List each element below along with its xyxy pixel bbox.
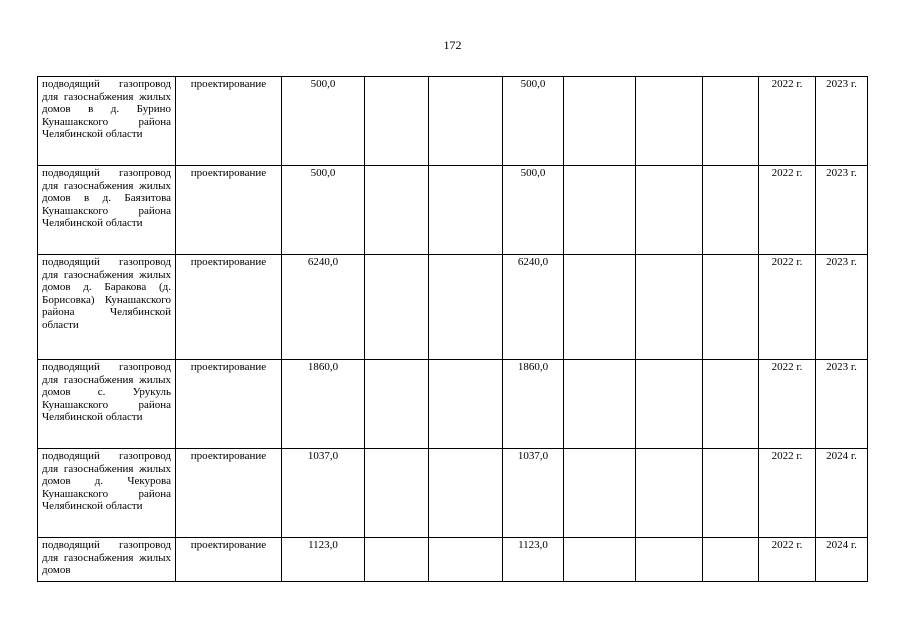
empty-cell bbox=[703, 449, 759, 538]
end-year: 2024 г. bbox=[816, 538, 868, 582]
start-year: 2022 г. bbox=[759, 77, 816, 166]
table-row bbox=[38, 255, 868, 360]
object-name: подводящий газопровод для газоснабжения жилых домов д. Чекурова Кунашакского района Челябинской области bbox=[38, 449, 176, 538]
regional-amount: 500,0 bbox=[503, 77, 564, 166]
empty-cell bbox=[564, 255, 636, 360]
total-amount: 500,0 bbox=[282, 166, 365, 255]
empty-cell bbox=[703, 255, 759, 360]
empty-cell bbox=[564, 449, 636, 538]
empty-cell bbox=[703, 166, 759, 255]
object-name: подводящий газопровод для газоснабжения жилых домов в д. Бурино Кунашакского района Челябинской области bbox=[38, 77, 176, 166]
empty-cell bbox=[365, 449, 429, 538]
end-year: 2023 г. bbox=[816, 360, 868, 449]
empty-cell bbox=[564, 360, 636, 449]
total-amount: 1037,0 bbox=[282, 449, 365, 538]
page-number: 172 bbox=[443, 38, 462, 52]
start-year: 2022 г. bbox=[759, 449, 816, 538]
empty-cell bbox=[636, 360, 703, 449]
table-row bbox=[38, 360, 868, 449]
work-stage: проектирование bbox=[176, 255, 282, 360]
regional-amount: 6240,0 bbox=[503, 255, 564, 360]
start-year: 2022 г. bbox=[759, 255, 816, 360]
object-name: подводящий газопровод для газоснабжения жилых домов в д. Баязитова Кунашакского района Челябинской области bbox=[38, 166, 176, 255]
start-year: 2022 г. bbox=[759, 360, 816, 449]
table-row bbox=[38, 77, 868, 166]
total-amount: 1123,0 bbox=[282, 538, 365, 582]
total-amount: 6240,0 bbox=[282, 255, 365, 360]
empty-cell bbox=[429, 449, 503, 538]
table-row bbox=[38, 538, 868, 582]
empty-cell bbox=[636, 77, 703, 166]
work-stage: проектирование bbox=[176, 166, 282, 255]
work-stage: проектирование bbox=[176, 360, 282, 449]
end-year: 2024 г. bbox=[816, 449, 868, 538]
work-stage: проектирование bbox=[176, 538, 282, 582]
start-year: 2022 г. bbox=[759, 538, 816, 582]
work-stage: проектирование bbox=[176, 77, 282, 166]
total-amount: 500,0 bbox=[282, 77, 365, 166]
empty-cell bbox=[636, 166, 703, 255]
regional-amount: 500,0 bbox=[503, 166, 564, 255]
empty-cell bbox=[365, 255, 429, 360]
regional-amount: 1860,0 bbox=[503, 360, 564, 449]
object-name: подводящий газопровод для газоснабжения жилых домов bbox=[38, 538, 176, 582]
empty-cell bbox=[429, 255, 503, 360]
empty-cell bbox=[636, 255, 703, 360]
empty-cell bbox=[636, 538, 703, 582]
empty-cell bbox=[636, 449, 703, 538]
empty-cell bbox=[365, 360, 429, 449]
empty-cell bbox=[365, 166, 429, 255]
empty-cell bbox=[429, 360, 503, 449]
empty-cell bbox=[564, 166, 636, 255]
empty-cell bbox=[703, 360, 759, 449]
regional-amount: 1123,0 bbox=[503, 538, 564, 582]
objects-table bbox=[37, 76, 868, 582]
end-year: 2023 г. bbox=[816, 255, 868, 360]
empty-cell bbox=[564, 77, 636, 166]
total-amount: 1860,0 bbox=[282, 360, 365, 449]
object-name: подводящий газопровод для газоснабжения жилых домов д. Баракова (д. Борисовка) Кунашакского района Челябинской области bbox=[38, 255, 176, 360]
empty-cell bbox=[703, 538, 759, 582]
empty-cell bbox=[564, 538, 636, 582]
empty-cell bbox=[365, 77, 429, 166]
start-year: 2022 г. bbox=[759, 166, 816, 255]
end-year: 2023 г. bbox=[816, 77, 868, 166]
empty-cell bbox=[429, 77, 503, 166]
work-stage: проектирование bbox=[176, 449, 282, 538]
empty-cell bbox=[429, 538, 503, 582]
object-name: подводящий газопровод для газоснабжения жилых домов с. Урукуль Кунашакского района Челябинской области bbox=[38, 360, 176, 449]
regional-amount: 1037,0 bbox=[503, 449, 564, 538]
empty-cell bbox=[703, 77, 759, 166]
empty-cell bbox=[365, 538, 429, 582]
table-row bbox=[38, 449, 868, 538]
end-year: 2023 г. bbox=[816, 166, 868, 255]
table-row bbox=[38, 166, 868, 255]
empty-cell bbox=[429, 166, 503, 255]
